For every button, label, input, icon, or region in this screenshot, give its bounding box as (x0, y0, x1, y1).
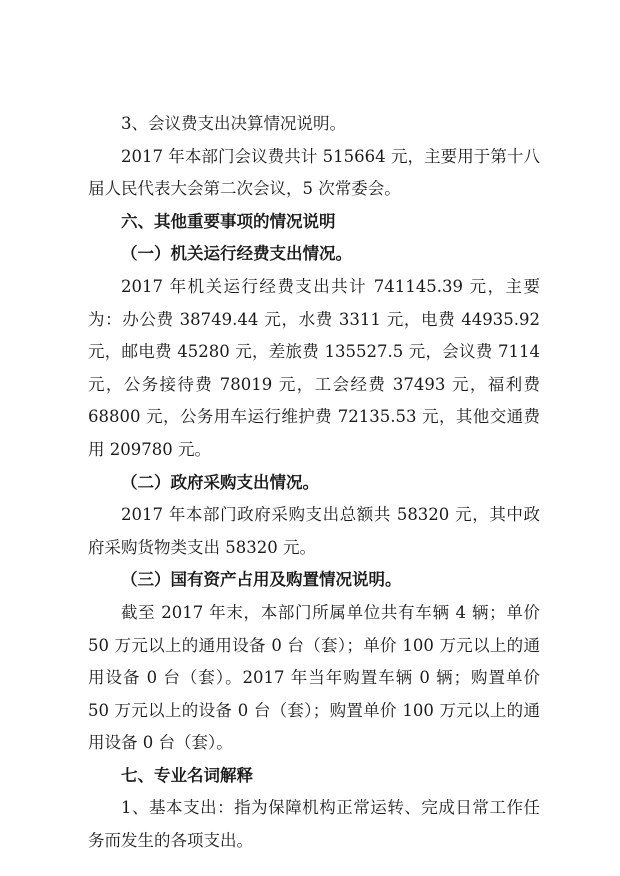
subheading-government-procurement: （二）政府采购支出情况。 (121, 472, 319, 492)
paragraph-meeting-expense-heading: 3、会议费支出决算情况说明。 (121, 114, 346, 133)
subheading-state-assets: （三）国有资产占用及购置情况说明。 (121, 570, 402, 590)
document-body (88, 108, 540, 858)
paragraph-basic-expenditure: 1、基本支出：指为保障机构正常运转、完成日常工作任务而发生的各项支出。 (88, 798, 540, 851)
subheading-operating-expenses: （一）机关运行经费支出情况。 (121, 244, 352, 264)
paragraph-meeting-expense: 2017 年本部门会议费共计 515664 元，主要用于第十八届人民代表大会第二次会议，5 次常委会。 (88, 146, 540, 199)
paragraph-government-procurement: 2017 年本部门政府采购支出总额共 58320 元，其中政府采购货物类支出 58320 元。 (88, 505, 540, 557)
paragraph-state-assets: 截至 2017 年末，本部门所属单位共有车辆 4 辆；单价 50 万元以上的通用设备 0 台（套）；单价 100 万元以上的通用设备 0 台（套）。2017 年当年购置车辆 0 辆；购置单价 50 万元以上的设备 0 台（套）；购置单价 100 万元以上的通用设备 0 台（套）。 (88, 602, 540, 753)
paragraph-operating-expenses: 2017 年机关运行经费支出共计 741145.39 元，主要为：办公费 38749.44 元，水费 3311 元，电费 44935.92 元，邮电费 45280 元，差旅费 135527.5 元，会议费 7114 元，公务接待费 78019 元，工会经费 37493 元，福利费 68800 元，公务用车运行维护费 72135.53 元，其他交通费用 209780 元。 (88, 276, 540, 459)
heading-term-definitions: 七、专业名词解释 (121, 765, 253, 785)
heading-other-matters: 六、其他重要事项的情况说明 (121, 211, 336, 231)
